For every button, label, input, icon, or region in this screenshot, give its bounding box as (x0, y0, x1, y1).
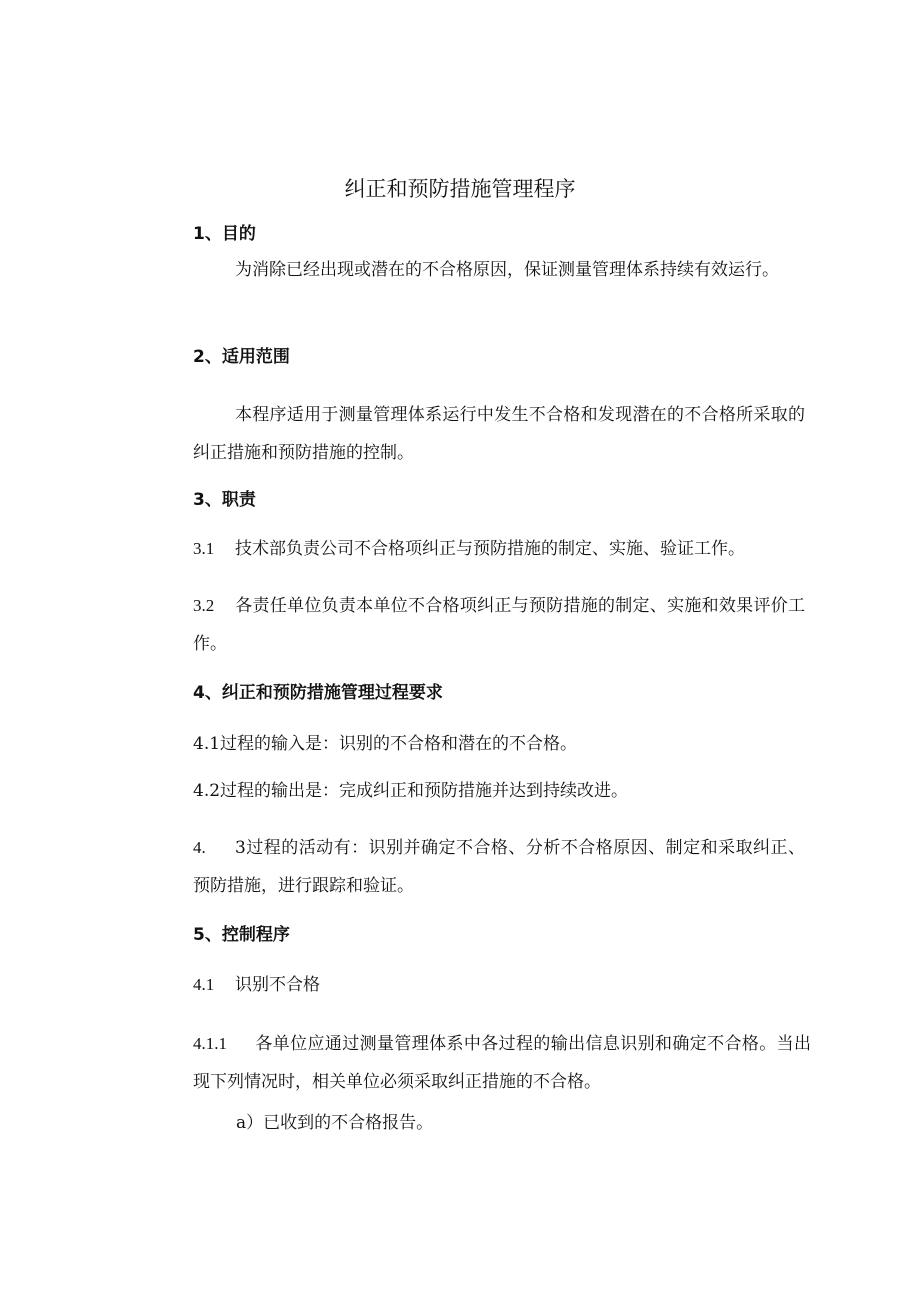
section-3-item-2 (193, 587, 805, 663)
section-5-heading: 5、控制程序 (193, 925, 290, 945)
item-number: 3.1 (193, 539, 215, 558)
section-1-heading: 1、目的 (193, 224, 256, 244)
section-2-heading: 2、适用范围 (193, 347, 290, 367)
document-title: 纠正和预防措施管理程序 (344, 177, 576, 201)
section-1-body: 为消除已经出现或潜在的不合格原因，保证测量管理体系持续有效运行。 (235, 260, 779, 280)
section-4-heading: 4、纠正和预防措施管理过程要求 (193, 683, 443, 703)
item-text: 技术部负责公司不合格项纠正与预防措施的制定、实施、验证工作。 (235, 539, 745, 559)
item-number: 3.2 (193, 596, 215, 615)
section-4-item-3 (193, 829, 805, 905)
section-3-heading: 3、职责 (193, 490, 256, 510)
item-text: 各单位应通过测量管理体系中各过程的输出信息识别和确定不合格。当出现下列情况时，相关单位必须采取纠正措施的不合格。 (193, 1034, 811, 1092)
section-5-list-item-a: a）已收到的不合格报告。 (236, 1113, 434, 1133)
item-text: 各责任单位负责本单位不合格项纠正与预防措施的制定、实施和效果评价工作。 (193, 596, 805, 654)
item-number: 4.1.1 (193, 1034, 227, 1053)
item-text: 3过程的活动有：识别并确定不合格、分析不合格原因、制定和采取纠正、预防措施，进行跟踪和验证。 (193, 838, 805, 896)
section-5-subheading (193, 972, 320, 998)
section-4-item-2: 4.2过程的输出是：完成纠正和预防措施并达到持续改进。 (193, 781, 629, 801)
item-number: 4.1 (193, 975, 215, 994)
item-number: 4. (193, 838, 206, 857)
section-2-body: 本程序适用于测量管理体系运行中发生不合格和发现潜在的不合格所采取的纠正措施和预防措施的控制。 (193, 405, 805, 463)
section-4-item-1: 4.1过程的输入是：识别的不合格和潜在的不合格。 (193, 734, 578, 754)
section-5-item-1 (193, 1025, 811, 1101)
item-text: 识别不合格 (235, 975, 320, 995)
section-3-item-1 (193, 536, 745, 562)
